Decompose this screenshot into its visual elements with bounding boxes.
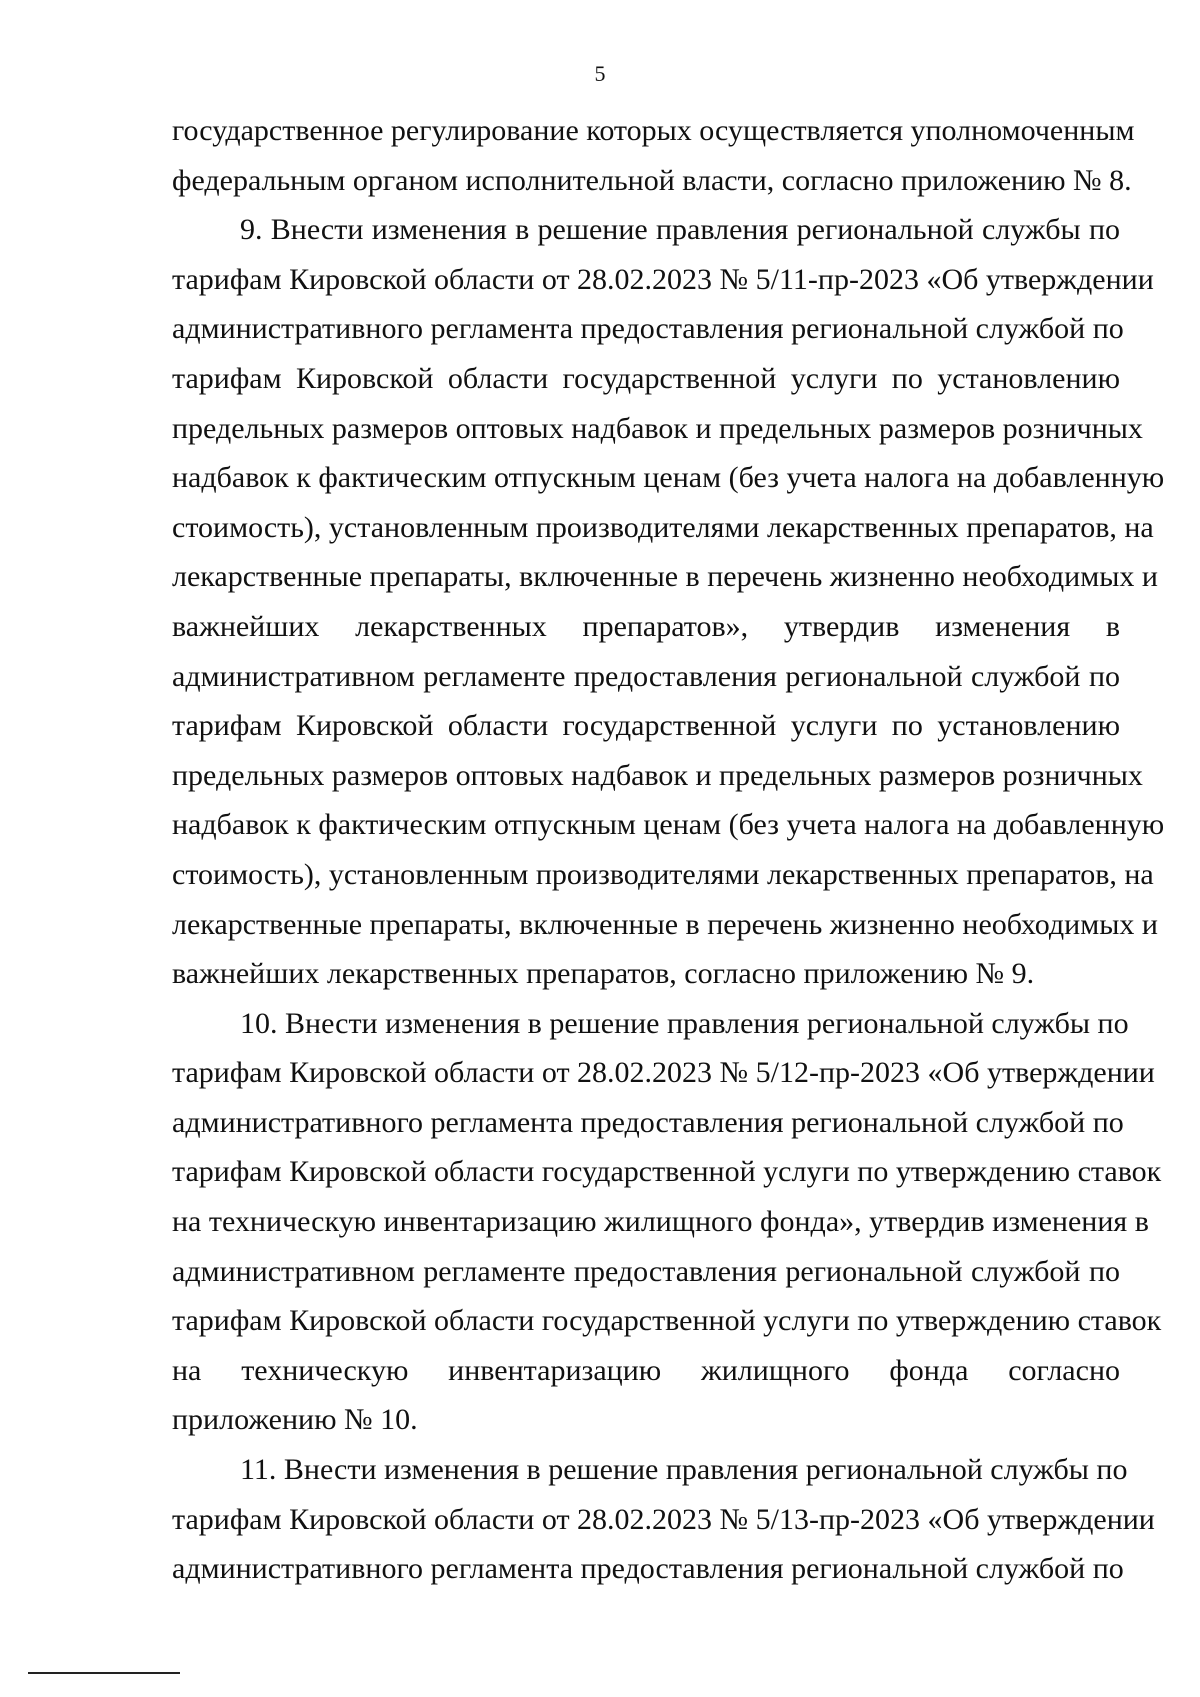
text-line: административного регламента предоставления региональной службой по — [172, 1105, 1124, 1139]
text-line: на техническую инвентаризацию жилищного фонда», утвердив изменения в — [172, 1205, 1149, 1239]
text-line: 10. Внести изменения в решение правления региональной службы по — [240, 1006, 1129, 1040]
text-line: лекарственные препараты, включенные в перечень жизненно необходимых и — [172, 560, 1158, 594]
text-line: важнейших лекарственных препаратов, согласно приложению № 9. — [172, 957, 1035, 991]
text-line: федеральным органом исполнительной власти, согласно приложению № 8. — [172, 163, 1132, 197]
text-line: важнейших лекарственных препаратов», утвердив изменения в — [172, 609, 1120, 643]
text-line: приложению № 10. — [172, 1403, 418, 1437]
text-line: тарифам Кировской области от 28.02.2023 № 5/12-пр-2023 «Об утверждении — [172, 1056, 1155, 1090]
text-line: административного регламента предоставления региональной службой по — [172, 1552, 1124, 1586]
page-number: 5 — [594, 61, 606, 86]
text-line: государственное регулирование которых осуществляется уполномоченным — [172, 114, 1135, 147]
text-line: стоимость), установленным производителями лекарственных препаратов, на — [172, 857, 1154, 891]
text-line: надбавок к фактическим отпускным ценам (без учета налога на добавленную — [172, 461, 1165, 495]
document-body — [172, 106, 1165, 1594]
bottom-rule — [28, 1672, 180, 1674]
text-line: тарифам Кировской области от 28.02.2023 № 5/11-пр-2023 «Об утверждении — [172, 262, 1154, 296]
text-line: тарифам Кировской области государственной услуги по утверждению ставок — [172, 1155, 1162, 1189]
text-line: лекарственные препараты, включенные в перечень жизненно необходимых и — [172, 907, 1158, 941]
text-line: надбавок к фактическим отпускным ценам (без учета налога на добавленную — [172, 808, 1165, 842]
text-line: на техническую инвентаризацию жилищного фонда согласно — [172, 1353, 1120, 1387]
text-line: административном регламенте предоставления региональной службой по — [172, 659, 1120, 693]
text-line: тарифам Кировской области государственной услуги по установлению — [172, 709, 1120, 743]
text-line: тарифам Кировской области государственной услуги по установлению — [172, 361, 1120, 395]
text-line: стоимость), установленным производителями лекарственных препаратов, на — [172, 510, 1154, 544]
text-line: тарифам Кировской области от 28.02.2023 № 5/13-пр-2023 «Об утверждении — [172, 1502, 1155, 1536]
text-line: административного регламента предоставления региональной службой по — [172, 312, 1124, 346]
text-line: 11. Внести изменения в решение правления региональной службы по — [240, 1453, 1128, 1487]
text-line: предельных размеров оптовых надбавок и предельных размеров розничных — [172, 411, 1143, 445]
text-line: предельных размеров оптовых надбавок и предельных размеров розничных — [172, 758, 1143, 792]
text-line: 9. Внести изменения в решение правления региональной службы по — [240, 213, 1120, 247]
text-line: административном регламенте предоставления региональной службой по — [172, 1254, 1120, 1288]
text-line: тарифам Кировской области государственной услуги по утверждению ставок — [172, 1304, 1162, 1338]
